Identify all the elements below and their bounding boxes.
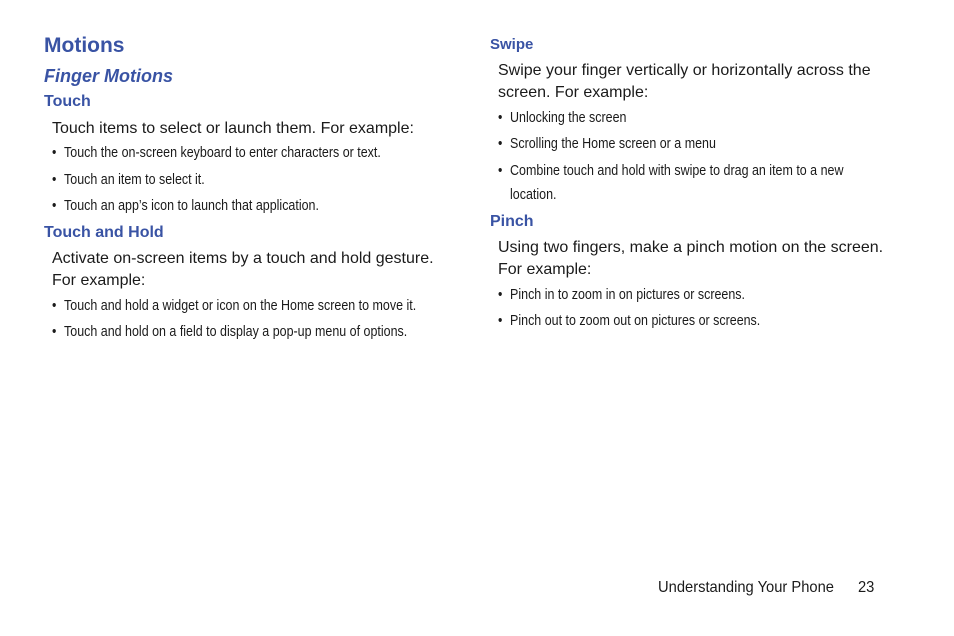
bullet-icon: • <box>52 172 57 188</box>
list-item <box>52 294 468 318</box>
pinch-intro: Using two fingers, make a pinch motion on the screen. For example: <box>498 239 884 278</box>
list-item <box>52 194 468 218</box>
list-item <box>498 132 914 156</box>
bullet-icon: • <box>52 145 57 161</box>
swipe-bullet-1: Unlocking the screen <box>510 110 627 126</box>
touch-bullet-3: Touch an app’s icon to launch that application. <box>64 198 319 214</box>
pinch-bullet-2: Pinch out to zoom out on pictures or screens. <box>510 313 761 329</box>
touch-heading: Touch <box>44 93 91 110</box>
swipe-bullet-2: Scrolling the Home screen or a menu <box>510 136 716 152</box>
touch-hold-heading: Touch and Hold <box>44 224 164 241</box>
touch-intro: Touch items to select or launch them. For example: <box>52 120 414 137</box>
bullet-icon: • <box>498 313 503 329</box>
touch-bullet-1: Touch the on-screen keyboard to enter characters or text. <box>64 145 381 161</box>
list-item <box>498 159 888 207</box>
list-item <box>52 168 468 192</box>
touch-hold-bullet-1: Touch and hold a widget or icon on the Home screen to move it. <box>64 298 417 314</box>
bullet-icon: • <box>498 136 503 152</box>
swipe-bullet-3: Combine touch and hold with swipe to drag an item to a new location. <box>510 163 844 203</box>
swipe-heading: Swipe <box>490 36 534 53</box>
pinch-bullet-1: Pinch in to zoom in on pictures or screens. <box>510 287 746 303</box>
list-item <box>52 320 468 344</box>
list-item <box>498 283 914 307</box>
bullet-icon: • <box>52 198 57 214</box>
page-number: 23 <box>858 579 875 596</box>
list-item <box>52 141 468 165</box>
bullet-icon: • <box>498 110 503 126</box>
swipe-intro: Swipe your finger vertically or horizontally across the screen. For example: <box>498 62 871 101</box>
touch-hold-intro: Activate on-screen items by a touch and hold gesture. For example: <box>52 250 434 289</box>
footer-section-title: Understanding Your Phone <box>658 579 834 596</box>
touch-hold-bullet-2: Touch and hold on a field to display a pop-up menu of options. <box>64 324 408 340</box>
section-subtitle: Finger Motions <box>44 66 173 86</box>
list-item <box>498 309 914 333</box>
bullet-icon: • <box>52 298 57 314</box>
bullet-icon: • <box>498 287 503 303</box>
bullet-icon: • <box>52 324 57 340</box>
list-item <box>498 106 914 130</box>
bullet-icon: • <box>498 163 503 179</box>
touch-bullet-2: Touch an item to select it. <box>64 172 205 188</box>
pinch-heading: Pinch <box>490 213 534 230</box>
page-title: Motions <box>44 34 125 57</box>
